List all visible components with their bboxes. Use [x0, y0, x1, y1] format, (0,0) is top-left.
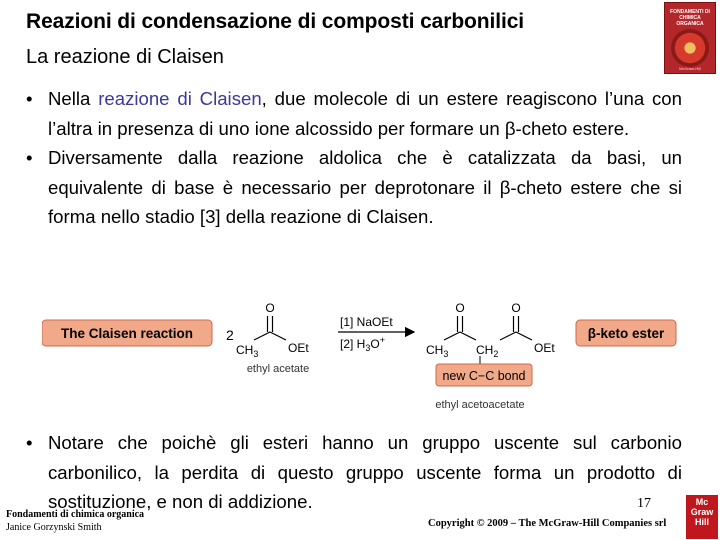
ethyl-acetate-structure — [236, 301, 309, 375]
slide-subtitle: La reazione di Claisen — [26, 46, 224, 68]
bullet-highlight-claisen: reazione di Claisen — [98, 88, 262, 109]
bullet-item — [26, 84, 682, 143]
stoichiometric-coefficient: 2 — [226, 327, 234, 343]
bullet-list-continued — [26, 428, 682, 517]
bullet-text: Notare che poichè gli esteri hanno un gruppo uscente sul carbonio carbonilico, la perdita di questo gruppo uscente forma un prodotto di sostituzione, e non di addizione. — [48, 432, 682, 512]
beta-keto-ester-label: β-keto ester — [587, 326, 665, 341]
claisen-reaction-scheme — [42, 296, 682, 420]
bullet-text-prefix: Nella — [48, 88, 99, 109]
cover-publisher: McGraw-Hill — [679, 66, 701, 71]
product-methylene: $CH_2$ — [476, 343, 499, 359]
slide-title: Reazioni di condensazione di composti carbonilici — [26, 10, 525, 33]
cover-flower-illustration — [671, 29, 709, 67]
page-number: 17 — [637, 496, 651, 511]
cover-title: FONDAMENTI DI CHIMICA ORGANICA — [670, 9, 710, 27]
product-ketone-oxygen: O — [455, 301, 465, 315]
footer-author: Janice Gorzynski Smith — [6, 522, 102, 533]
reactant-ethoxy: OEt — [288, 341, 309, 355]
new-bond-label: new C−C bond — [442, 369, 526, 383]
ethyl-acetoacetate-structure — [426, 301, 555, 411]
reagent-step-2: [2] $H_3O^+$ — [340, 335, 385, 353]
product-methyl: $CH_3$ — [426, 343, 449, 359]
reactant-name: ethyl acetate — [246, 363, 310, 375]
bullet-text: Diversamente dalla reazione aldolica che è catalizzata da basi, un equivalente di base è necessario per deprotonare il β-cheto estere che si forma nello stadio [3] della reazione di Claisen. — [48, 147, 682, 227]
publisher-logo: Mc Graw Hill — [686, 495, 718, 539]
bullet-item — [26, 428, 682, 517]
reactant-methyl: $CH_3$ — [236, 343, 259, 359]
footer-copyright: Copyright © 2009 – The McGraw-Hill Companies srl — [428, 518, 667, 529]
bullet-marker: • — [26, 147, 33, 168]
product-ethoxy: OEt — [534, 341, 555, 355]
bullet-marker: • — [26, 432, 33, 453]
product-ester-oxygen: O — [511, 301, 521, 315]
footer-book-title: Fondamenti di chimica organica — [6, 509, 145, 520]
reagent-step-1: [1] NaOEt — [340, 315, 393, 329]
reactant-carbonyl-oxygen: O — [265, 301, 275, 315]
bullet-item — [26, 143, 682, 232]
bullet-marker: • — [26, 88, 33, 109]
bullet-list — [26, 84, 682, 232]
bullet-text-suffix: , due molecole di un estere reagiscono l’una con l’altra in presenza di uno ione alcossido per formare un β-cheto estere. — [48, 88, 682, 139]
product-name: ethyl acetoacetate — [435, 399, 525, 411]
claisen-reaction-label: The Claisen reaction — [60, 326, 194, 341]
book-cover-image — [664, 2, 716, 74]
footer-book-info — [6, 508, 144, 534]
